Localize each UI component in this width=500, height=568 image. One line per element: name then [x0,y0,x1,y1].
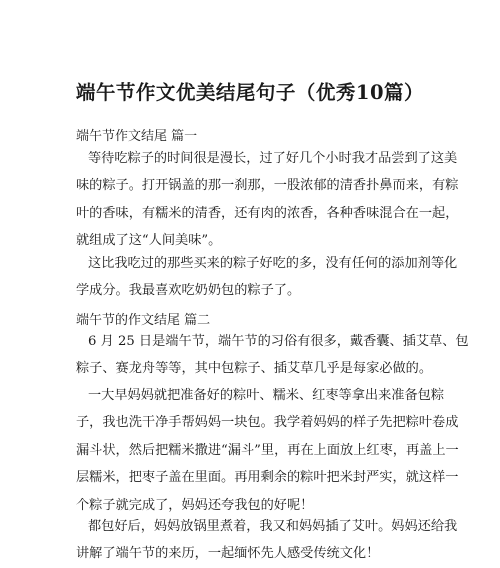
text-line: 味的粽子。打开锅盖的那一刹那，一股浓郁的清香扑鼻而来，有粽 [76,178,459,194]
text-line: 一大早妈妈就把准备好的粽叶、糯米、红枣等拿出来准备包粽 [88,388,445,403]
text-line: 讲解了端午节的来历，一起缅怀先人感受传统文化！ [76,546,380,562]
text-line: 就组成了这“人间美味”。 [76,233,222,249]
text-line: 这比我吃过的那些买来的粽子好吃的多，没有任何的添加剂等化 [88,256,458,271]
text-line: 学成分。我最喜欢吃奶奶包的粽子了。 [76,283,301,299]
text-line: 粽子、赛龙舟等等，其中包粽子、插艾草几乎是每家必做的。 [76,361,433,377]
paragraph [76,513,458,568]
section-heading-2: 端午节的作文结尾 篇二 [76,313,211,328]
text-line: 叶的香味，有糯米的清香，还有肉的浓香，各种香味混合在一起， [76,205,459,221]
text-line: 子，我也洗干净手帮妈妈一块包。我学着妈妈的样子先把粽叶卷成 [76,415,459,431]
text-line: 都包好后，妈妈放锅里煮着，我又和妈妈插了艾叶。妈妈还给我 [88,519,458,534]
paragraph [76,250,458,305]
paragraph [76,328,469,383]
paragraph [76,382,459,519]
text-line: 个粽子就完成了，妈妈还夸我包的好呢！ [76,497,314,513]
text-line: 漏斗状，然后把糯米撒进“漏斗”里，再在上面放上红枣，再盖上一 [76,442,459,458]
paragraph [76,145,459,255]
text-line: 等待吃粽子的时间很是漫长，过了好几个小时我才品尝到了这美 [88,151,458,166]
text-line: 6 月 25 日是端午节，端午节的习俗有很多，戴香囊、插艾草、包 [88,334,469,349]
text-line: 层糯米，把枣子盖在里面。再用剩余的粽叶把米封严实，就这样一 [76,470,459,486]
section-heading-1: 端午节作文结尾 篇一 [76,129,198,144]
document-title: 端午节作文优美结尾句子（优秀10篇） [75,81,425,104]
